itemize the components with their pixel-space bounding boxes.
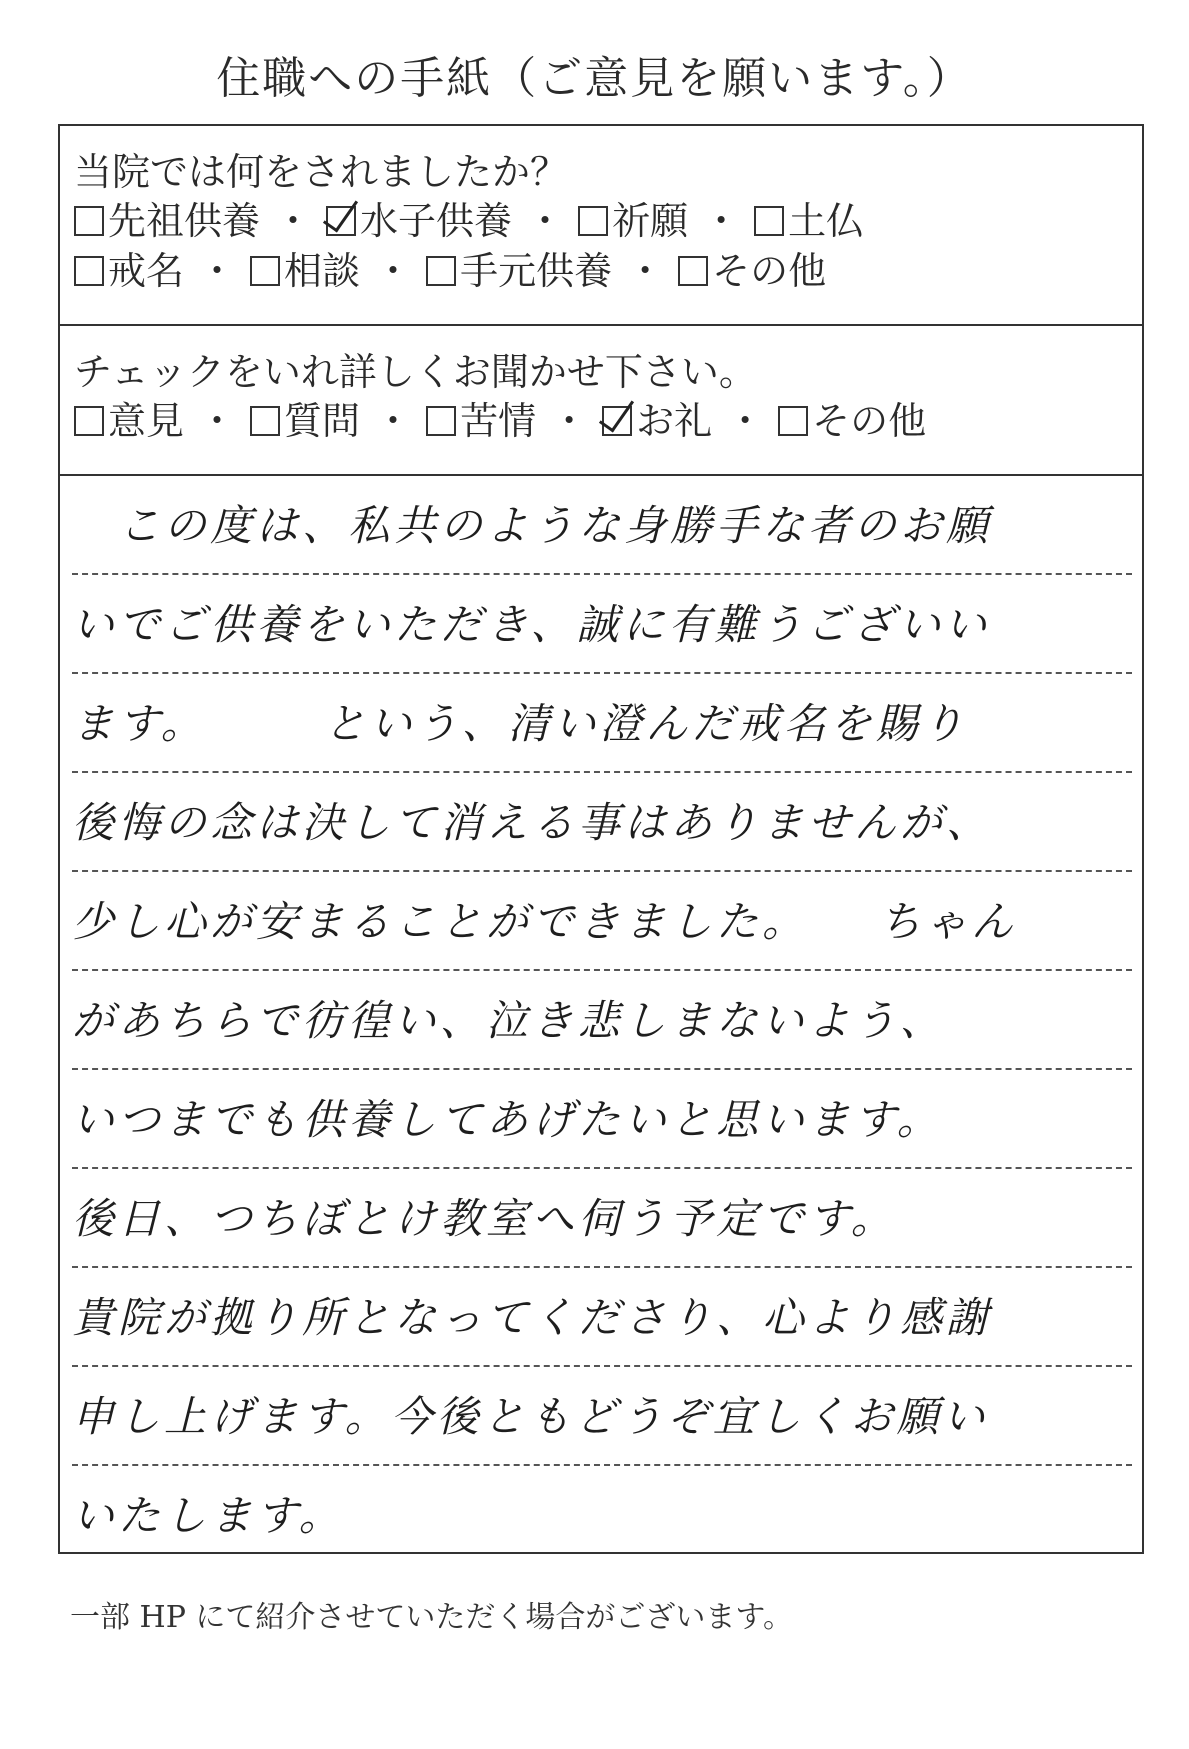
services-options-row-1: [74, 196, 1142, 246]
question-services-section: [60, 126, 1142, 326]
option-label: 祈願: [612, 199, 689, 243]
letter-line: 後日、つちぼとけ教室へ伺う予定です。: [72, 1169, 1132, 1268]
option-label: その他: [712, 249, 827, 293]
separator: ・: [374, 249, 413, 293]
checkbox[interactable]: [74, 206, 104, 236]
option-kujou[interactable]: [426, 396, 536, 446]
option-label: 苦情: [460, 399, 537, 443]
separator: ・: [626, 249, 665, 293]
option-senzo-kuyou[interactable]: [74, 196, 260, 246]
checkbox-checked[interactable]: [326, 206, 356, 236]
letter-line: いたします。: [72, 1491, 345, 1540]
page-title: 住職への手紙（ご意見を願います。）: [216, 53, 973, 104]
option-other[interactable]: [778, 396, 926, 446]
option-iken[interactable]: [74, 396, 184, 446]
handwritten-letter-area: [60, 476, 1142, 1552]
letter-line: があちらで彷徨い、泣き悲しまないよう、: [72, 971, 1132, 1070]
separator: ・: [550, 399, 589, 443]
letter-line: 申し上げます。今後ともどうぞ宜しくお願い: [72, 1367, 1132, 1466]
option-other[interactable]: [678, 246, 826, 296]
checkbox[interactable]: [678, 256, 708, 286]
option-label: お礼: [636, 399, 713, 443]
option-kaimyou[interactable]: [74, 246, 184, 296]
option-label: その他: [812, 399, 927, 443]
question-category-label: チェックをいれ詳しくお聞かせ下さい。: [74, 350, 757, 394]
option-kigan[interactable]: [578, 196, 688, 246]
checkbox[interactable]: [250, 406, 280, 436]
separator: ・: [198, 249, 237, 293]
checkbox[interactable]: [74, 256, 104, 286]
option-soudan[interactable]: [250, 246, 360, 296]
letter-line: ます。 という、清い澄んだ戒名を賜り: [72, 674, 1132, 773]
letter-line: 後悔の念は決して消える事はありませんが、: [72, 773, 1132, 872]
option-label: 先祖供養: [108, 199, 261, 243]
checkbox[interactable]: [578, 206, 608, 236]
letter-line: 貴院が拠り所となってくださり、心より感謝: [72, 1268, 1132, 1367]
option-label: 戒名: [108, 249, 185, 293]
separator: ・: [374, 399, 413, 443]
letter-line: 少し心が安まることができました。 ちゃん: [72, 872, 1132, 971]
checkbox-checked[interactable]: [602, 406, 632, 436]
checkbox[interactable]: [778, 406, 808, 436]
separator: ・: [526, 199, 565, 243]
checkbox[interactable]: [74, 406, 104, 436]
option-label: 水子供養: [360, 199, 513, 243]
separator: ・: [726, 399, 765, 443]
checkbox[interactable]: [426, 256, 456, 286]
letter-line: いでご供養をいただき、誠に有難うございい: [72, 575, 1132, 674]
option-label: 意見: [108, 399, 185, 443]
checkbox[interactable]: [250, 256, 280, 286]
separator: ・: [274, 199, 313, 243]
separator: ・: [702, 199, 741, 243]
option-label: 相談: [284, 249, 361, 293]
option-tsuchibotoke[interactable]: [754, 196, 864, 246]
option-temoto-kuyou[interactable]: [426, 246, 612, 296]
question-category-section: [60, 326, 1142, 476]
checkbox[interactable]: [754, 206, 784, 236]
footer-note: 一部 HP にて紹介させていただく場合がございます。: [70, 1600, 794, 1635]
option-mizuko-kuyou[interactable]: [326, 196, 512, 246]
option-shitsumon[interactable]: [250, 396, 360, 446]
letter-line: この度は、私共のような身勝手な者のお願: [72, 476, 1132, 575]
letter-line: いつまでも供養してあげたいと思います。: [72, 1070, 1132, 1169]
option-label: 土仏: [788, 199, 865, 243]
separator: ・: [198, 399, 237, 443]
option-orei[interactable]: [602, 396, 712, 446]
question-services-label: 当院では何をされましたか？: [74, 150, 569, 194]
services-options-row-2: [74, 246, 1142, 296]
checkbox[interactable]: [426, 406, 456, 436]
letter-form: [58, 124, 1144, 1554]
option-label: 質問: [284, 399, 361, 443]
category-options-row: [74, 396, 1142, 446]
option-label: 手元供養: [460, 249, 613, 293]
